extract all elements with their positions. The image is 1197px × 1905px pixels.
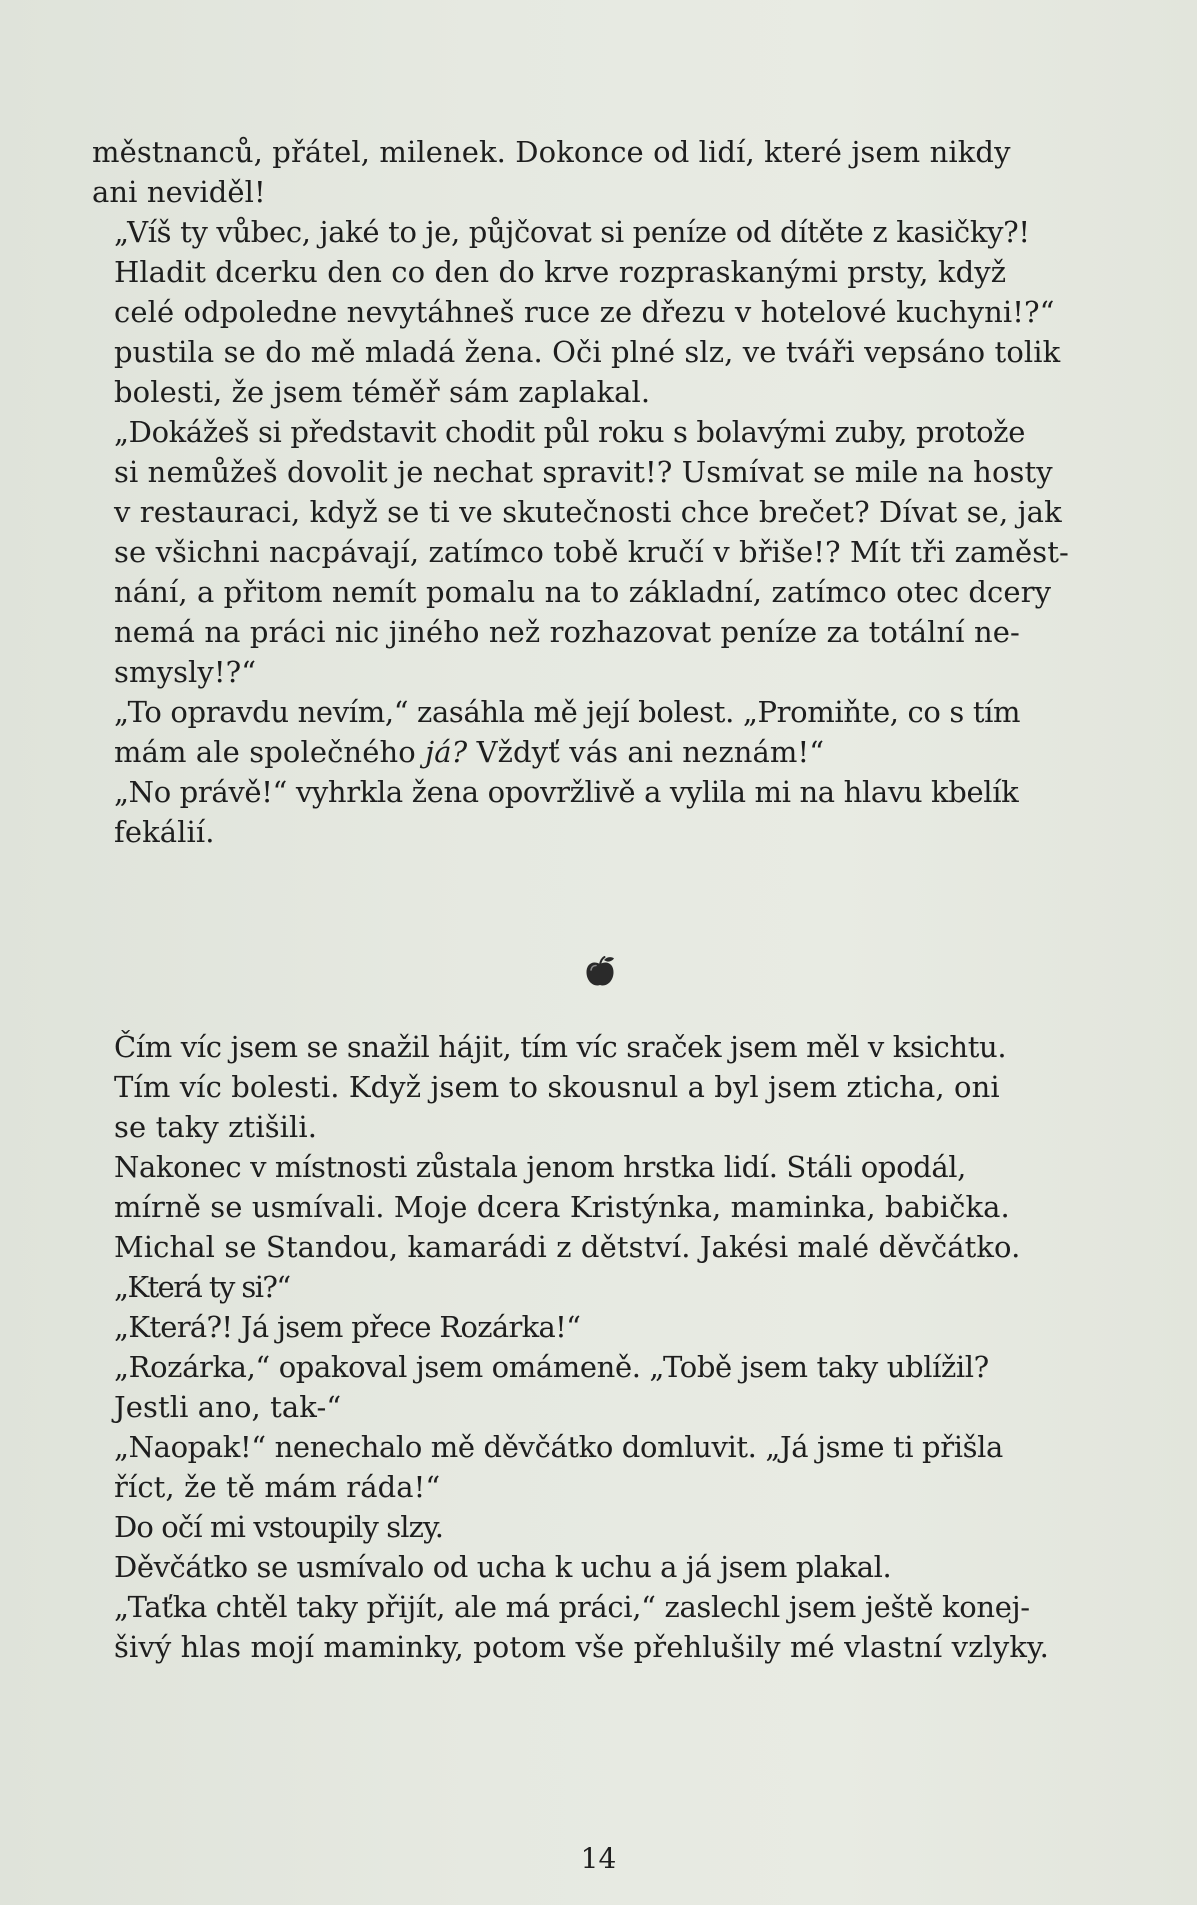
text-line: „Rozárka,“ opakoval jsem omámeně. „Tobě jsem taky ublížil? <box>114 1350 989 1384</box>
text-line: „Dokážeš si představit chodit půl roku s bolavými zuby, protože <box>114 415 1026 449</box>
text-line: Tím víc bolesti. Když jsem to skousnul a byl jsem zticha, oni <box>114 1070 1000 1104</box>
text-line: Michal se Standou, kamarádi z dětství. Jakési malé děvčátko. <box>114 1230 1021 1264</box>
paragraph-p7 <box>92 1147 1112 1267</box>
paragraph-p13 <box>92 1547 1112 1587</box>
text-block-lower <box>92 1027 1112 1667</box>
paragraph-p2 <box>92 212 1112 412</box>
text-line: Jestli ano, tak-“ <box>114 1390 342 1424</box>
paragraph-p4 <box>92 692 1112 772</box>
text-line: „Která ty si?“ <box>114 1270 290 1304</box>
text-segment: mám ale společného <box>114 735 426 769</box>
text-line: „Která?! Já jsem přece Rozárka!“ <box>114 1310 581 1344</box>
text-line: Děvčátko se usmívalo od ucha k uchu a já jsem plakal. <box>114 1550 892 1584</box>
text-line: fekálií. <box>114 815 215 849</box>
text-line: „Víš ty vůbec, jaké to je, půjčovat si peníze od dítěte z kasičky?! <box>114 215 1030 249</box>
text-line: celé odpoledne nevytáhneš ruce ze dřezu v hotelové kuchyni!?“ <box>114 295 1055 329</box>
text-line: městnanců, přátel, milenek. Dokonce od lidí, které jsem nikdy <box>92 135 1011 169</box>
paragraph-p6 <box>92 1027 1112 1147</box>
paragraph-p12 <box>92 1507 1112 1547</box>
text-line: „To opravdu nevím,“ zasáhla mě její bolest. „Promiňte, co s tím <box>114 695 1021 729</box>
text-line: v restauraci, když se ti ve skutečnosti chce brečet? Dívat se, jak <box>114 495 1062 529</box>
text-line: Do očí mi vstoupily slzy. <box>114 1510 444 1544</box>
text-line: Hladit dcerku den co den do krve rozpraskanými prsty, když <box>114 255 1007 289</box>
text-line <box>92 732 1112 772</box>
text-line: šivý hlas mojí maminky, potom vše přehlušily mé vlastní vzlyky. <box>114 1630 1049 1664</box>
text-line: ani neviděl! <box>92 175 266 209</box>
paragraph-p10 <box>92 1347 1112 1427</box>
text-line: se všichni nacpávají, zatímco tobě kručí v břiše!? Mít tři zaměst- <box>114 535 1069 569</box>
text-line: smysly!?“ <box>114 655 257 689</box>
text-line: nemá na práci nic jiného než rozhazovat peníze za totální ne- <box>114 615 1020 649</box>
text-line: „Naopak!“ nenechalo mě děvčátko domluvit. „Já jsme ti přišla <box>114 1430 1003 1464</box>
text-line: bolesti, že jsem téměř sám zaplakal. <box>114 375 651 409</box>
paragraph-p5 <box>92 772 1112 852</box>
text-line: mírně se usmívali. Moje dcera Kristýnka, maminka, babička. <box>114 1190 1010 1224</box>
text-line: nání, a přitom nemít pomalu na to základní, zatímco otec dcery <box>114 575 1052 609</box>
text-segment: Vždyť vás ani neznám!“ <box>467 735 825 769</box>
text-line: pustila se do mě mladá žena. Oči plné slz, ve tváři vepsáno tolik <box>114 335 1061 369</box>
paragraph-p3 <box>92 412 1112 692</box>
text-line: si nemůžeš dovolit je nechat spravit!? Usmívat se mile na hosty <box>114 455 1053 489</box>
text-line: Čím víc jsem se snažil hájit, tím víc sraček jsem měl v ksichtu. <box>114 1030 1007 1064</box>
text-line: se taky ztišili. <box>114 1110 318 1144</box>
text-line: říct, že tě mám ráda!“ <box>114 1470 441 1504</box>
emphasized-text: já? <box>425 735 468 769</box>
text-line: „No právě!“ vyhrkla žena opovržlivě a vylila mi na hlavu kbelík <box>114 775 1019 809</box>
paragraph-p11 <box>92 1427 1112 1507</box>
paragraph-p9 <box>92 1307 1112 1347</box>
text-line: Nakonec v místnosti zůstala jenom hrstka lidí. Stáli opodál, <box>114 1150 967 1184</box>
page-number: 14 <box>580 1842 617 1875</box>
apple-ornament-icon <box>583 955 617 989</box>
text-line: „Taťka chtěl taky přijít, ale má práci,“ zaslechl jsem ještě konej- <box>114 1590 1030 1624</box>
paragraph-p14 <box>92 1587 1112 1667</box>
paragraph-p8 <box>92 1267 1112 1307</box>
paragraph-p1 <box>92 132 1112 212</box>
text-block-upper <box>92 132 1112 852</box>
